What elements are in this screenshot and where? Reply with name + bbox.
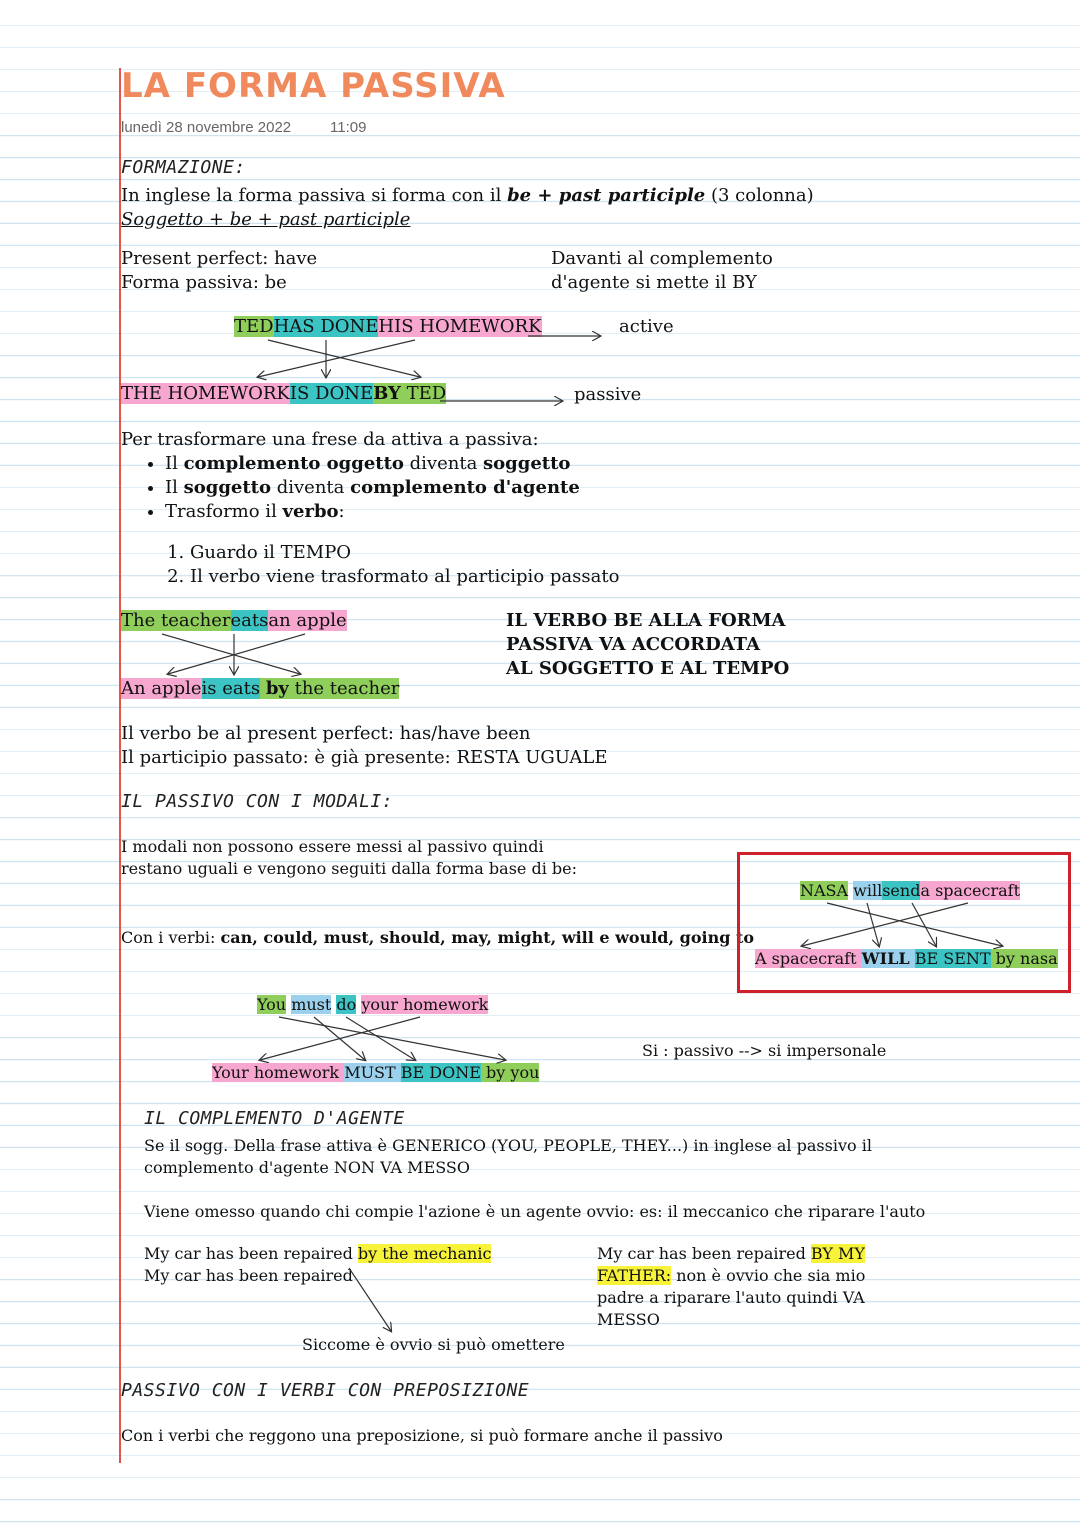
- modal: MUST: [344, 1063, 396, 1082]
- page-time: 11:09: [330, 119, 367, 136]
- subject: TED: [234, 316, 274, 337]
- father-line3: padre a riparare l'auto quindi VA: [597, 1288, 865, 1307]
- text: In inglese la forma passiva si forma con il: [121, 185, 508, 206]
- object: a spacecraft: [920, 881, 1020, 900]
- verb: eats: [230, 610, 269, 631]
- verb: do: [336, 995, 357, 1014]
- arrow: [268, 340, 420, 377]
- heading-modali: IL PASSIVO CON I MODALI:: [121, 791, 394, 812]
- text: non è ovvio che sia mio: [671, 1266, 866, 1285]
- arrow: [346, 1017, 415, 1060]
- arrow: [802, 903, 968, 946]
- list-item: • Trasformo il verbo:: [165, 500, 580, 524]
- by: BY: [373, 383, 401, 404]
- agent: TED: [406, 383, 447, 404]
- object: HIS HOMEWORK: [378, 316, 542, 337]
- subject: Your homework: [212, 1063, 340, 1082]
- present-perfect-note: Present perfect: have: [121, 248, 318, 269]
- arrow: [162, 634, 300, 674]
- passive-label: passive: [574, 384, 642, 405]
- agente-note-2: d'agente si mette il BY: [551, 272, 757, 293]
- heading-agente: IL COMPLEMENTO D'AGENTE: [144, 1108, 405, 1129]
- verb: IS DONE: [289, 383, 374, 404]
- list-item: • Il complemento oggetto diventa soggetto: [165, 452, 580, 476]
- arrow: [258, 340, 415, 377]
- text: My car has been repaired: [144, 1244, 358, 1263]
- car-example-2: My car has been repaired: [144, 1266, 353, 1285]
- text-bold: can, could, must, should, may, might, will e would, going to: [220, 928, 755, 947]
- by: by: [265, 678, 289, 699]
- agent: by you: [486, 1063, 540, 1082]
- arrow: [827, 903, 1002, 946]
- heading-formazione: FORMAZIONE:: [121, 157, 246, 178]
- agente-line2: complemento d'agente NON VA MESSO: [144, 1158, 470, 1177]
- text: (3 colonna): [705, 185, 814, 206]
- arrow: [168, 634, 305, 674]
- forma-passiva-note: Forma passiva: be: [121, 272, 287, 293]
- list-item: 1. Guardo il TEMPO: [190, 541, 619, 565]
- be-note-1: IL VERBO BE ALLA FORMA: [506, 610, 786, 631]
- modali-line2: restano uguali e vengono seguiti dalla forma base di be:: [121, 859, 578, 878]
- page-date: lunedì 28 novembre 2022: [121, 119, 292, 136]
- arrow: [279, 1017, 505, 1060]
- formazione-line2: Soggetto + be + past participle: [121, 209, 411, 230]
- agente-line3: Viene omesso quando chi compie l'azione è un agente ovvio: es: il meccanico che riparare l'auto: [144, 1202, 926, 1221]
- subject: NASA: [800, 881, 849, 900]
- pp-note-2: Il participio passato: è già presente: RESTA UGUALE: [121, 747, 608, 768]
- modal: WILL: [861, 949, 910, 968]
- verb: HAS DONE: [273, 316, 379, 337]
- rules-intro: Per trasformare una frese da attiva a passiva:: [121, 429, 539, 450]
- subject: You: [257, 995, 287, 1014]
- omit-note: Siccome è ovvio si può omettere: [302, 1335, 565, 1354]
- agent: the teacher: [294, 678, 400, 699]
- verb: send: [882, 881, 921, 900]
- subject: The teacher: [121, 610, 231, 631]
- verb: BE DONE: [400, 1063, 481, 1082]
- modal: must: [291, 995, 332, 1014]
- be-note-3: AL SOGGETTO E AL TEMPO: [506, 658, 790, 679]
- modal: will: [853, 881, 883, 900]
- subject: THE HOMEWORK: [121, 383, 290, 404]
- agent: by nasa: [995, 949, 1058, 968]
- text-bold: be + past participle: [507, 185, 706, 206]
- agente-line1: Se il sogg. Della frase attiva è GENERICO (YOU, PEOPLE, THEY...) in inglese al passivo il: [144, 1136, 872, 1155]
- agent-highlight: by the mechanic: [357, 1244, 492, 1263]
- be-note-2: PASSIVA VA ACCORDATA: [506, 634, 761, 655]
- text: Con i verbi:: [121, 928, 221, 947]
- verb: BE SENT: [914, 949, 991, 968]
- object: your homework: [361, 995, 489, 1014]
- agent-highlight: FATHER:: [597, 1266, 672, 1285]
- object: an apple: [268, 610, 347, 631]
- subject: An apple: [121, 678, 202, 699]
- pp-note-1: Il verbo be al present perfect: has/have been: [121, 723, 531, 744]
- heading-preposizione: PASSIVO CON I VERBI CON PREPOSIZIONE: [121, 1380, 530, 1401]
- father-line4: MESSO: [597, 1310, 660, 1329]
- si-note: Si : passivo --> si impersonale: [642, 1041, 887, 1060]
- agent-highlight: BY MY: [810, 1244, 865, 1263]
- subject: A spacecraft: [755, 949, 857, 968]
- text: My car has been repaired: [597, 1244, 811, 1263]
- agente-note-1: Davanti al complemento: [551, 248, 773, 269]
- modali-line1: I modali non possono essere messi al passivo quindi: [121, 837, 544, 856]
- list-item: • Il soggetto diventa complemento d'agente: [165, 476, 580, 500]
- arrow: [349, 1268, 391, 1331]
- verb: is eats: [201, 678, 261, 699]
- list-item: 2. Il verbo viene trasformato al participio passato: [190, 565, 619, 589]
- prep-line1: Con i verbi che reggono una preposizione, si può formare anche il passivo: [121, 1426, 723, 1445]
- active-label: active: [619, 316, 674, 337]
- page-title: LA FORMA PASSIVA: [121, 66, 506, 106]
- arrow: [867, 903, 879, 946]
